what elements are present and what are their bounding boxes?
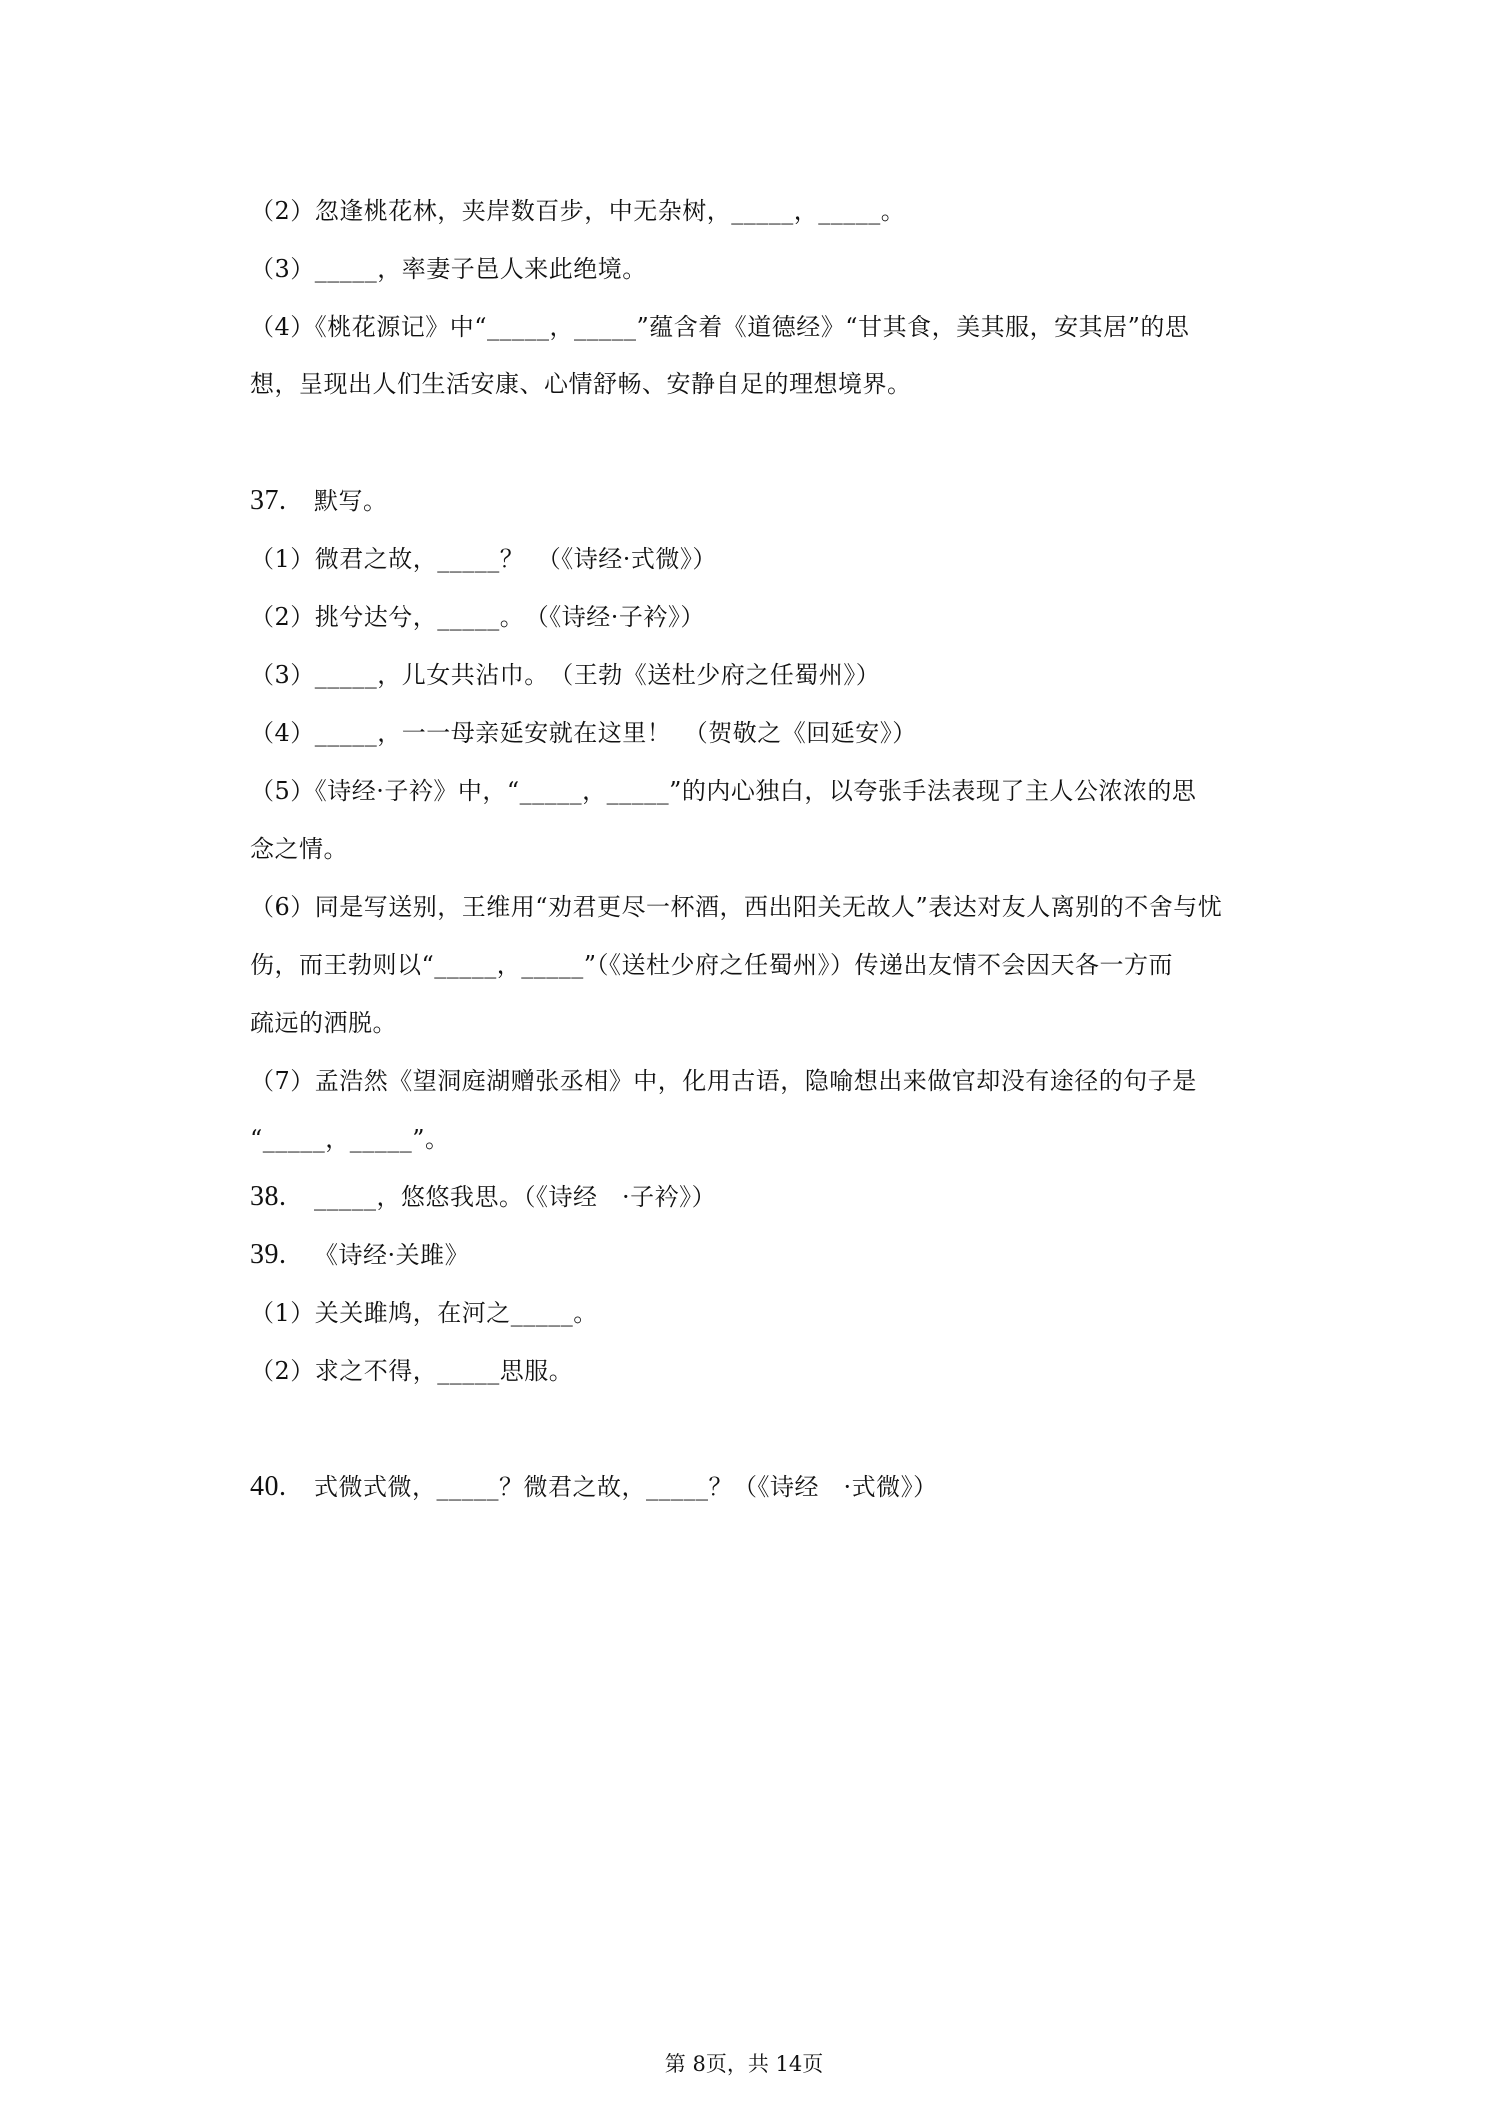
q37-item-6-line3: 疏远的洒脱。 (250, 1009, 397, 1037)
q37-item-4: （4）_____，一一母亲延安就在这里！ （贺敬之《回延安》） (250, 719, 917, 747)
q37-item-7-line1: （7）孟浩然《望洞庭湖赠张丞相》中，化用古语，隐喻想出来做官却没有途径的句子是 (250, 1067, 1197, 1095)
question-40-text: 式微式微，_____？微君之故，_____？（《诗经 ·式微》） (314, 1473, 938, 1501)
q36-item-3: （3）_____，率妻子邑人来此绝境。 (250, 255, 647, 283)
q37-item-3: （3）_____，儿女共沾巾。 （王勃《送杜少府之任蜀州》） (250, 661, 881, 689)
q36-item-2: （2）忽逢桃花林，夹岸数百步，中无杂树，_____，_____。 (250, 197, 906, 225)
q39-item-2: （2）求之不得，_____思服。 (250, 1357, 574, 1385)
page-number-footer: 第 8页，共 14页 (664, 2052, 824, 2076)
question-38 (250, 1181, 1310, 1213)
q37-item-7-line2: “_____，_____”。 (250, 1125, 450, 1153)
q37-item-5-line2: 念之情。 (250, 835, 348, 863)
q36-item-4-line1: （4）《桃花源记》中“_____，_____”蕴含着《道德经》“甘其食，美其服，安其居”的思 (250, 313, 1190, 341)
q37-item-1: （1）微君之故，_____？ （《诗经·式微》） (250, 545, 717, 573)
q36-item-4-line2: 想，呈现出人们生活安康、心情舒畅、安静自足的理想境界。 (250, 370, 912, 398)
question-39-number: 39. (250, 1239, 287, 1270)
q37-item-5-line1: （5）《诗经·子衿》中，“_____，_____”的内心独白，以夸张手法表现了主人公浓浓的思 (250, 777, 1197, 805)
q39-item-1: （1）关关雎鸠，在河之_____。 (250, 1299, 598, 1327)
q37-item-6-line2: 伤，而王勃则以“_____，_____”（《送杜少府之任蜀州》）传递出友情不会因天各一方而 (250, 951, 1174, 979)
question-37-number: 37. (250, 485, 287, 516)
q37-item-6-line1: （6）同是写送别，王维用“劝君更尽一杯酒，西出阳关无故人”表达对友人离别的不舍与忧 (250, 893, 1223, 921)
question-37-heading (250, 485, 1310, 517)
question-38-text: _____，悠悠我思。（《诗经 ·子衿》） (314, 1183, 717, 1211)
question-40 (250, 1471, 1310, 1503)
question-39-heading (250, 1239, 1310, 1271)
question-40-number: 40. (250, 1471, 287, 1502)
q37-item-2: （2）挑兮达兮，_____。 （《诗经·子衿》） (250, 603, 705, 631)
question-37-title: 默写。 (314, 487, 388, 515)
question-38-number: 38. (250, 1181, 287, 1212)
question-39-title: 《诗经·关雎》 (314, 1241, 470, 1269)
